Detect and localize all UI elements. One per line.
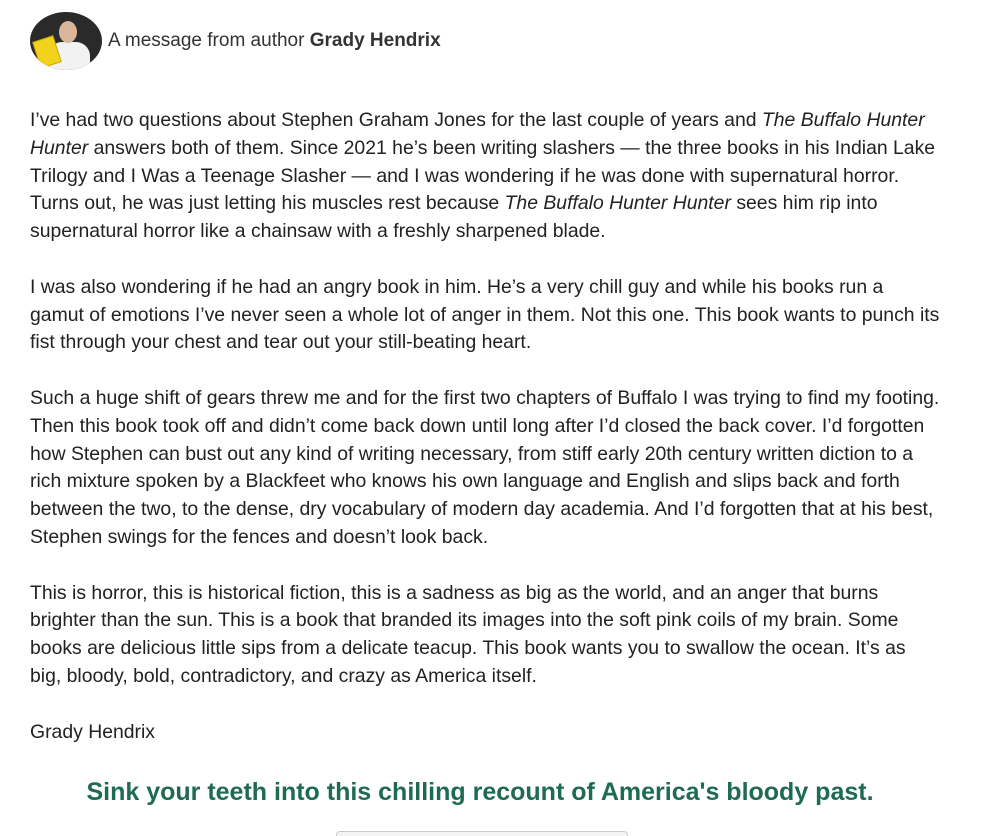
letter-paragraph-1 xyxy=(30,107,940,246)
avatar-face xyxy=(59,21,77,43)
promo-tagline: Sink your teeth into this chilling recount of America's bloody past. xyxy=(86,778,874,806)
author-name: Grady Hendrix xyxy=(309,30,441,51)
p1-text-b: answers both of them. Since 2021 he’s been writing slashers — the three books in his Indian Lake Trilogy and I Was a Teenage Slasher — and I was wondering if he was done with supernatural horror. Turns out, he was just letting his muscles rest because xyxy=(30,136,936,215)
p1-text-c: sees him rip into supernatural horror like a chainsaw with a freshly sharpened blade. xyxy=(30,192,878,243)
letter-paragraph-3: Such a huge shift of gears threw me and for the first two chapters of Buffalo I was trying to find my footing. Then this book took off and didn’t come back down until long after I’d closed the back cover. I’d forgotten how Stephen can bust out any kind of writing necessary, from stiff early 20th century written diction to a rich mixture spoken by a Blackfeet who knows his own language and English and slips back and forth between the two, to the dense, dry vocabulary of modern day academia. And I’d forgotten that at his best, Stephen swings for the fences and doesn’t look back. xyxy=(30,386,940,548)
cta-button[interactable] xyxy=(336,831,628,836)
author-letter xyxy=(30,107,940,774)
book-title-1: The Buffalo Hunter Hunter xyxy=(30,109,925,159)
author-header xyxy=(30,12,441,70)
book-title-2: The Buffalo Hunter Hunter xyxy=(504,192,731,215)
author-message-heading xyxy=(108,30,441,52)
p1-text-a: I’ve had two questions about Stephen Graham Jones for the last couple of years and xyxy=(30,109,762,131)
heading-prefix: A message from author xyxy=(108,30,305,51)
letter-signature: Grady Hendrix xyxy=(30,720,156,743)
letter-paragraph-2: I was also wondering if he had an angry book in him. He’s a very chill guy and while his books run a gamut of emotions I’ve never seen a whole lot of anger in them. Not this one. This book wants to punch its fist through your chest and tear out your still-beating heart. xyxy=(30,275,940,354)
letter-paragraph-4: This is horror, this is historical fiction, this is a sadness as big as the world, and an anger that burns brighter than the sun. This is a book that branded its images into the soft pink coils of my brain. Some books are delicious little sips from a delicate teacup. This book wants you to swallow the ocean. It’s as big, bloody, bold, contradictory, and crazy as America itself. xyxy=(30,581,906,687)
author-avatar xyxy=(30,12,102,70)
